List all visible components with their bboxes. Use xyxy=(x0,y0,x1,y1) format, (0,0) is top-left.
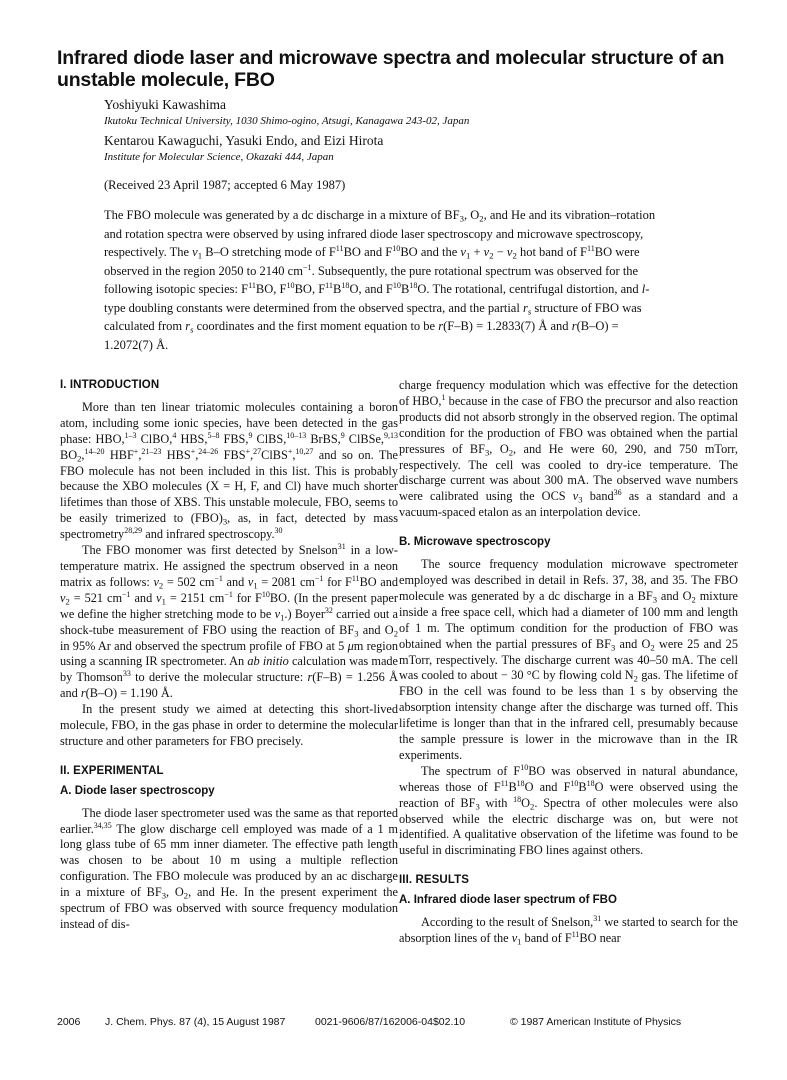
section-heading-experimental: II. EXPERIMENTAL xyxy=(60,764,164,777)
paragraph: The diode laser spectrometer used was the same as that reported earlier.$^{34,35}$ The glow discharge cell employed was made of a 1 m long glass tube of 65 mm inner diameter. The effective path length was chosen to be about 10 m using a multiple reflection configuration. The FBO molecule was produced by an ac discharge in a mixture of $BF_3$, $O_2$, and He. In the present experiment the spectrum of FBO was observed with source frequency modulation instead of dis- xyxy=(60,805,399,931)
paragraph: More than ten linear triatomic molecules containing a boron atom, including some ionic species, have been detected in the gas phase: HBO,$^{1-3}$ ClBO,$^4$ HBS,$^{5-8}$ FBS,$^9$ ClBS,$^{10-13}$ BrBS,$^9$ ClBSe,$^{9,13}$ $BO_2,^{14-20}$ HBF+,$^{21-23}$ HBS+,$^{24-26}$ FBS+,$^{27}$ClBS+,$^{10,27}$ and so on. The FBO molecule has not been included in this list. This is probably because the XBO molecules (X = H, F, and Cl) have much shorter lifetimes than those of XBS. This unstable molecule, FBO, seems to be easily trimerized to $(FBO)_3$, as, in fact, detected by mass spectrometry$^{28,29}$ and infrared spectroscopy.$^{30}$ xyxy=(60,399,398,542)
paragraph: According to the result of Snelson,$^{31}$ we started to search for the absorption lines of the $\nu_1$ band of $F^{11}BO$ near xyxy=(399,914,738,947)
page-number: 2006 xyxy=(57,1016,81,1028)
author-1: Yoshiyuki Kawashima xyxy=(104,97,227,112)
article-code: 0021-9606/87/162006-04$02.10 xyxy=(315,1016,466,1028)
section-heading-introduction: I. INTRODUCTION xyxy=(60,379,160,391)
subsection-heading-ir-spectrum: A. Infrared diode laser spectrum of FBO xyxy=(399,894,617,907)
received-date: (Received 23 April 1987; accepted 6 May 1987) xyxy=(104,178,346,192)
author-2: Kentarou Kawaguchi, Yasuki Endo, and Eizi Hirota xyxy=(104,133,384,148)
paragraph: The FBO monomer was first detected by Snelson$^{31}$ in a low-temperature matrix. He assigned the spectrum observed in a neon matrix as follows: $\nu_2 = 502$ $cm^{-1}$ and $\nu_1 = 2081$ $cm^{-1}$ for $F^{11}BO$ and $\nu_2 = 521$ $cm^{-1}$ and $\nu_1 = 2151$ $cm^{-1}$ for $F^{10}BO$. (In the present paper we define the higher stretching mode to be $\nu_1$.) Boyer$^{32}$ carried out a shock-tube measurement of FBO using the reaction of $BF_3$ and $O_2$ in 95% Ar and observed the spectrum profile of FBO at 5 μm region using a scanning IR spectrometer. An ab initio calculation was made by Thomson$^{33}$ to derive the molecular structure: r(F–B) = 1.256 Å and r(B–O) = 1.190 Å. xyxy=(60,542,399,701)
paragraph: The source frequency modulation microwave spectrometer employed was described in detail in Refs. 37, 38, and 35. The FBO molecule was generated by a dc discharge in a $BF_3$ and $O_2$ mixture inside a free space cell, which had a diameter of 100 mm and length of 1 m. The optimum condition for the production of FBO was obtained when the partial pressures of $BF_3$ and $O_2$ were 25 and 25 mTorr, respectively. The discharge current was 40–50 mA. The cell was cooled to about − 30 °C by flowing cold $N_2$ gas. The lifetime of FBO in the cell was found to be less than 1 s by observing the absorption intensity change after the discharge was turned off. This lifetime is longer than that in the infrared cell, presumably because the sample pressure is lower in the microwave than in the IR experiments. xyxy=(399,557,738,762)
paragraph: In the present study we aimed at detecting this short-lived molecule, FBO, in the gas phase in order to determine the molecular structure and other parameters for FBO precisely. xyxy=(60,702,398,748)
page-footer xyxy=(57,1016,737,1032)
subsection-heading-microwave: B. Microwave spectroscopy xyxy=(399,536,551,549)
journal-citation: J. Chem. Phys. 87 (4), 15 August 1987 xyxy=(105,1016,286,1028)
section-heading-results: III. RESULTS xyxy=(399,874,469,887)
paragraph: charge frequency modulation which was effective for the detection of HBO,$^1$ because in the case of FBO the precursor and also reaction products did not absorb strongly in the observed region. The optimal condition for the production of FBO was obtained when the partial pressures of $BF_3$, $O_2$, and He were 60, 290, and 750 mTorr, respectively. The cell was cooled to dry-ice temperature. The discharge current was about 300 mA. The observed wave numbers were calibrated using the OCS $\nu_3$ band$^{36}$ as a standard and a vacuum-spaced etalon as an interpolation device. xyxy=(399,378,739,520)
subsection-heading-diode: A. Diode laser spectroscopy xyxy=(60,784,215,797)
paragraph: The spectrum of $F^{10}BO$ was observed in natural abundance, whereas those of $F^{11}B^{18}O$ and $F^{10}B^{18}O$ were observed using the reaction of $BF_3$ with $^{18}O_2$. Spectra of other molecules were also observed while the electric discharge was on, but were not identified. A qualitative observation of the lifetime was found to be useful in discriminating FBO lines against others. xyxy=(399,763,739,858)
abstract: The FBO molecule was generated by a dc discharge in a mixture of $BF_3$, $O_2$, and He and its vibration–rotation and rotation spectra were observed by using infrared diode laser spectroscopy and microwave spectroscopy, respectively. The $\nu_1$ B–O stretching mode of $F^{11}BO$ and $F^{10}BO$ and the $\nu_1 + \nu_2 - \nu_2$ hot band of $F^{11}BO$ were observed in the region 2050 to 2140 $cm^{-1}$. Subsequently, the pure rotational spectrum was observed for the following isotopic species: $F^{11}BO$, $F^{10}BO$, $F^{11}B^{18}O$, and $F^{10}B^{18}O$. The rotational, centrifugal distortion, and l-type doubling constants were determined from the observed spectra, and the partial $r_s$ structure of FBO was calculated from $r_s$ coordinates and the first moment equation to be r(F–B) = 1.2833(7) Å and r(B–O) = 1.2072(7) Å. xyxy=(104,208,656,352)
left-column xyxy=(60,378,398,933)
right-column xyxy=(399,378,738,947)
paper-title: Infrared diode laser and microwave spectra and molecular structure of an unstable molecule, FBO xyxy=(57,47,725,91)
affiliation-1: Ikutoku Technical University, 1030 Shimo-ogino, Atsugi, Kanagawa 243-02, Japan xyxy=(104,115,470,127)
affiliation-2: Institute for Molecular Science, Okazaki 444, Japan xyxy=(104,151,334,163)
copyright: © 1987 American Institute of Physics xyxy=(510,1016,682,1028)
